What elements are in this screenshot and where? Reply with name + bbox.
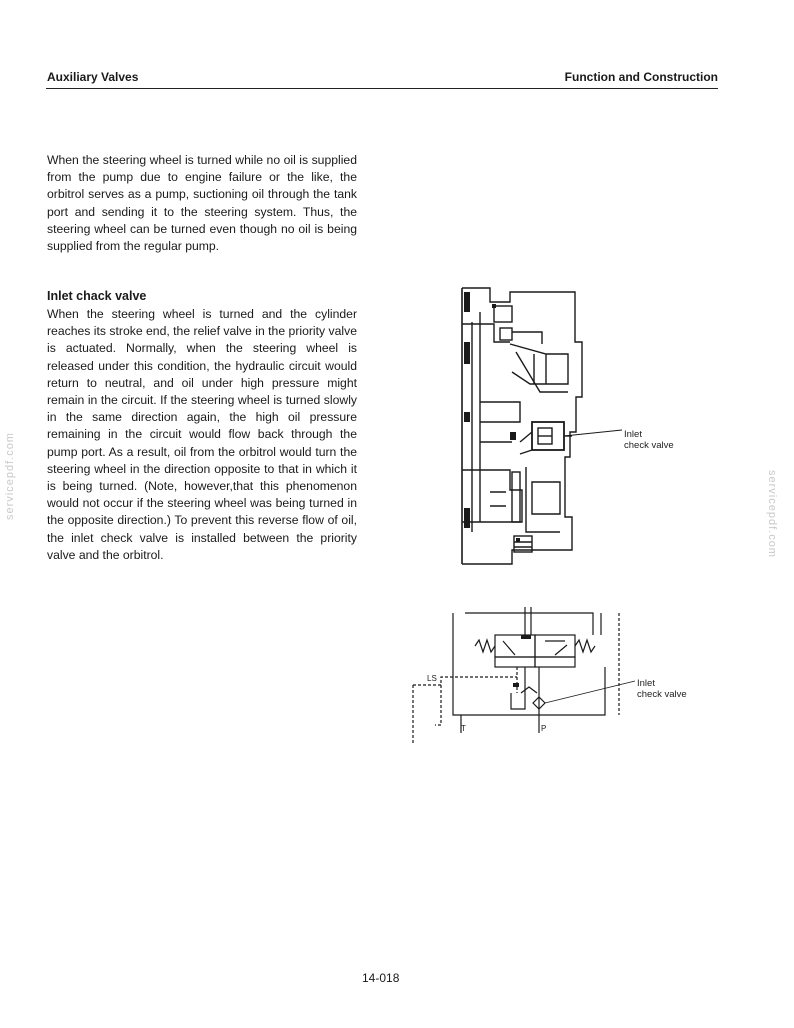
valve-section-drawing	[450, 282, 710, 572]
paragraph-inlet-check-valve: When the steering wheel is turned and the cylinder reaches its stroke end, the relief valve in the priority valve is actuated. Normally, when the steering wheel is released under this condition, the hydraulic circuit would return to neutral, and oil under high pressure might remain in the circuit. If the steering wheel is turned slowly in the same direction again, the high oil pressure remaining in the circuit would flow back through the pump port. As a result, oil from the orbitrol would turn the steering wheel in the direction opposite to that in which it is being turned. (Note, however,that this phenomenon would not occur if the steering wheel was being turned in the opposite direction.) To prevent this reverse flow of oil, the inlet check valve is installed between the priority valve and the orbitrol.	[47, 307, 357, 562]
paragraph-orbitrol-pump: When the steering wheel is turned while no oil is supplied from the pump due to engine failure or the like, the orbitrol serves as a pump, suctioning oil through the tank port and sending it to the steering system. Thus, the steering wheel can be turned even though no oil is being supplied from the regular pump.	[47, 153, 357, 254]
watermark-left: servicepdf.com	[4, 432, 16, 520]
figure2-callout-line2: check valve	[637, 689, 687, 700]
header-chapter-title: Function and Construction	[564, 70, 718, 84]
hydraulic-circuit-diagram	[405, 605, 705, 745]
figure1-callout	[624, 429, 674, 451]
figure1-callout-line1: Inlet	[624, 429, 642, 440]
section-heading-inlet-check-valve: Inlet chack valve	[47, 289, 147, 303]
port-label-ls: LS	[427, 674, 437, 683]
figure2-callout	[637, 678, 687, 700]
header-section-title: Auxiliary Valves	[47, 70, 139, 84]
page-number: 14-018	[362, 971, 400, 985]
header-rule	[46, 88, 718, 89]
figure2-callout-line1: Inlet	[637, 678, 655, 689]
port-label-p: P	[541, 724, 547, 733]
watermark-right: servicepdf.com	[766, 470, 778, 558]
figure1-callout-line2: check valve	[624, 440, 674, 451]
port-label-t: T	[461, 724, 466, 733]
